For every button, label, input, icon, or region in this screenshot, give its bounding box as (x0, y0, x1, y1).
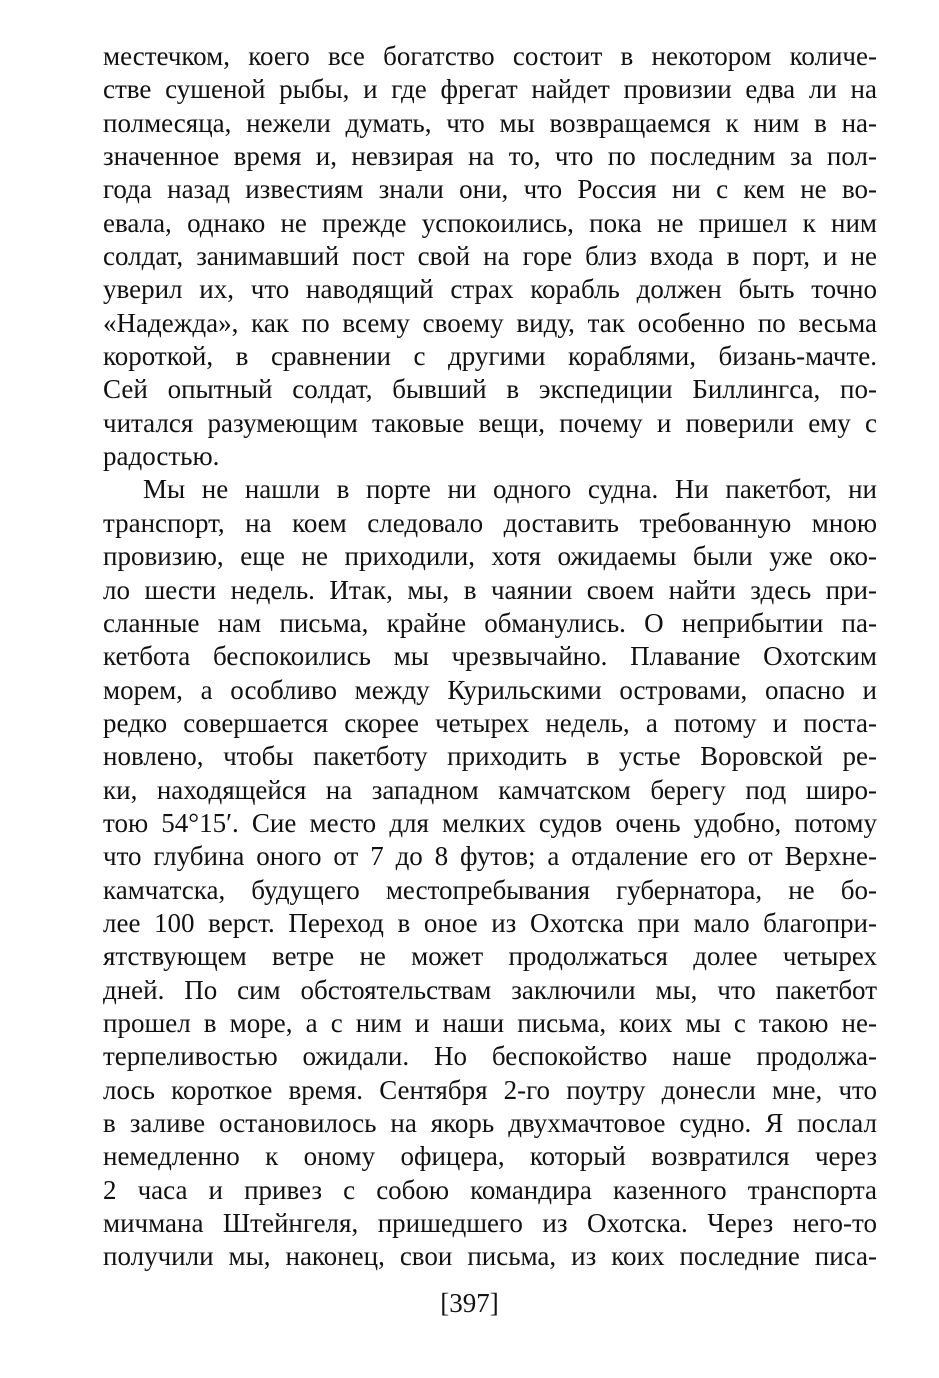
text-line: 2 часа и привез с собою командира казенного транспорта (103, 1174, 877, 1205)
text-line: Мы не нашли в порте ни одного судна. Ни пакетбот, ни (143, 474, 877, 505)
text-line: что глубина оного от 7 до 8 футов; а отдаление его от Верхне- (103, 841, 877, 872)
text-line: короткой, в сравнении с другими кораблями, бизань-мачте. (103, 341, 877, 372)
text-line: лее 100 верст. Переход в оное из Охотска при мало благопри- (103, 907, 877, 938)
text-line: получили мы, наконец, свои письма, из коих последние писа- (103, 1241, 877, 1272)
text-line: прошел в море, а с ним и наши письма, коих мы с такою не- (103, 1007, 877, 1038)
paragraph (103, 40, 877, 473)
text-line: немедленно к оному офицера, который возвратился через (103, 1141, 877, 1172)
text-line: кетбота беспокоились мы чрезвычайно. Плавание Охотским (103, 641, 877, 672)
text-line: местечком, коего все богатство состоит в некотором количе- (103, 41, 877, 71)
text-line: провизию, еще не приходили, хотя ожидаемы были уже око- (103, 541, 877, 572)
text-line: ятствующем ветре не может продолжаться долее четырех (103, 941, 877, 972)
text-line: солдат, занимавший пост свой на горе близ входа в порт, и не (103, 241, 877, 272)
text-line: мичмана Штейнгеля, пришедшего из Охотска. Через него-то (103, 1208, 877, 1239)
text-line: «Надежда», как по всему своему виду, так особенно по весьма (103, 307, 877, 338)
page-body (103, 40, 877, 1274)
text-line: дней. По сим обстоятельствам заключили мы, что пакетбот (103, 974, 877, 1005)
text-line: новлено, чтобы пакетботу приходить в устье Воровской ре- (103, 741, 877, 772)
text-line: ки, находящейся на западном камчатском берегу под широ- (103, 774, 877, 805)
page-number: [397] (440, 1288, 499, 1318)
paragraph (103, 473, 877, 1273)
text-line: радостью. (103, 441, 220, 472)
text-line: транспорт, на коем следовало доставить требованную мною (103, 507, 877, 538)
text-line: камчатска, будущего местопребывания губернатора, не бо- (103, 874, 877, 905)
text-line: лось короткое время. Сентября 2-го поутру донесли мне, что (103, 1074, 877, 1105)
text-line: в заливе остановилось на якорь двухмачтовое судно. Я послал (103, 1108, 877, 1138)
text-line: значенное время и, невзирая на то, что по последним за пол- (103, 141, 877, 172)
text-line: евала, однако не прежде успокоились, пока не пришел к ним (103, 207, 877, 238)
text-line: терпеливостью ожидали. Но беспокойство наше продолжа- (103, 1041, 877, 1072)
text-line: Сей опытный солдат, бывший в экспедиции Биллингса, по- (103, 374, 877, 405)
text-line: морем, а особливо между Курильскими островами, опасно и (103, 674, 877, 705)
text-line: сланные нам письма, крайне обманулись. О неприбытии па- (103, 607, 877, 638)
text-line: года назад известиям знали они, что Россия ни с кем не во- (103, 174, 877, 205)
text-line: тою 54°15′. Сие место для мелких судов очень удобно, потому (103, 807, 877, 838)
text-line: читался разумеющим таковые вещи, почему и поверили ему с (103, 407, 877, 438)
text-line: стве сушеной рыбы, и где фрегат найдет провизии едва ли на (103, 74, 877, 105)
text-line: редко совершается скорее четырех недель, а потому и поста- (103, 707, 877, 738)
text-line: ло шести недель. Итак, мы, в чаянии своем найти здесь при- (103, 574, 877, 605)
text-line: уверил их, что наводящий страх корабль должен быть точно (103, 274, 877, 305)
text-line: полмесяца, нежели думать, что мы возвращаемся к ним в на- (103, 107, 877, 138)
